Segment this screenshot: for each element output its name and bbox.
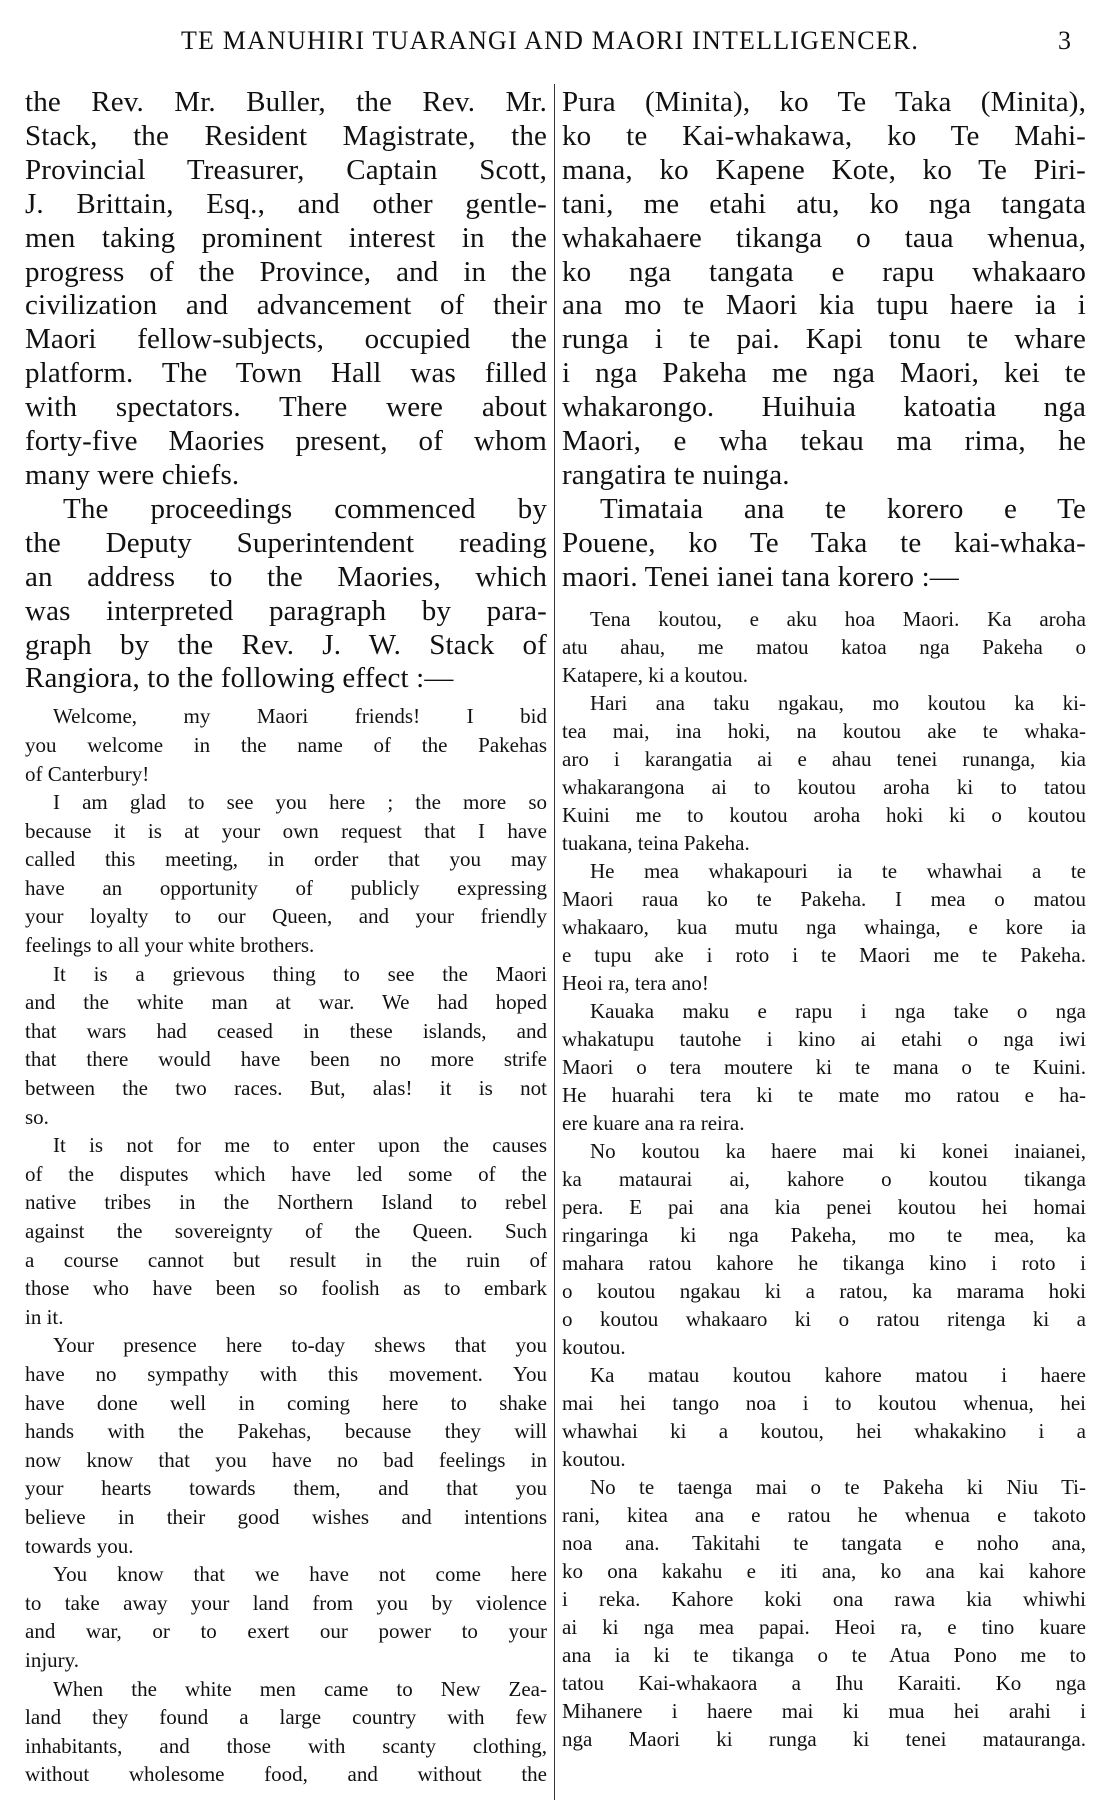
text-line: hands with the Pakehas, because they will (25, 1419, 547, 1444)
text-line: koutou. (562, 1446, 626, 1471)
text-line: against the sovereignty of the Queen. Such (25, 1219, 547, 1243)
maori-column (562, 86, 1086, 1753)
text-line: was interpreted paragraph by para- (25, 594, 547, 627)
text-line: Kauaka maku e rapu i nga take o nga (590, 998, 1086, 1023)
text-line: Tena koutou, e aku hoa Maori. Ka aroha (590, 606, 1086, 631)
text-line: have done well in coming here to shake (25, 1390, 547, 1415)
text-line: Pura (Minita), ko Te Taka (Minita), (562, 86, 1086, 118)
text-line: to take away your land from you by violence (25, 1590, 547, 1615)
text-line: have no sympathy with this movement. You (25, 1361, 547, 1386)
text-line: land they found a large country with few (25, 1705, 547, 1730)
text-line: Stack, the Resident Magistrate, the (25, 119, 547, 152)
text-line: nga Maori ki runga ki tenei matauranga. (562, 1726, 1086, 1751)
text-line: mai hei tango noa i to koutou whenua, hei (562, 1390, 1086, 1415)
text-line: progress of the Province, and in the (25, 255, 547, 288)
text-line: Heoi ra, tera ano! (562, 970, 709, 995)
text-line: No te taenga mai o te Pakeha ki Niu Ti- (590, 1474, 1086, 1499)
text-line: koutou. (562, 1334, 626, 1359)
text-line: that there would have been no more strife (25, 1047, 547, 1072)
text-line: noa ana. Takitahi te tangata e noho ana, (562, 1530, 1086, 1555)
text-line: many were chiefs. (25, 458, 240, 491)
text-line: Kuini me to koutou aroha hoki ki o koutou (562, 802, 1086, 827)
text-line: Ka matau koutou kahore matou i haere (590, 1362, 1086, 1387)
text-line: because it is at your own request that I have (25, 818, 547, 843)
text-line: It is a grievous thing to see the Maori (53, 961, 547, 986)
text-line: I am glad to see you here ; the more so (53, 790, 547, 815)
text-line: the Rev. Mr. Buller, the Rev. Mr. (25, 86, 547, 118)
text-line: that wars had ceased in these islands, and (25, 1018, 547, 1043)
text-line: have an opportunity of publicly expressing (25, 875, 547, 900)
text-line: your loyalty to our Queen, and your friendly (25, 904, 547, 929)
text-line: ai ki nga mea papai. Heoi ra, e tino kuare (562, 1614, 1086, 1639)
text-line: mahara ratou kahore he tikanga kino i roto i (562, 1250, 1086, 1275)
text-line: Maori raua ko te Pakeha. I mea o matou (562, 886, 1086, 911)
text-line: You know that we have not come here (53, 1562, 547, 1587)
text-line: Timataia ana te korero e Te (600, 492, 1086, 525)
text-line: No koutou ka haere mai ki konei inaianei, (590, 1138, 1086, 1163)
text-line: tatou Kai-whakaora a Ihu Karaiti. Ko nga (562, 1670, 1086, 1695)
text-line: whakarongo. Huihuia katoatia nga (562, 391, 1086, 424)
maori-address-text (562, 605, 1086, 1753)
text-line: Provincial Treasurer, Captain Scott, (25, 153, 547, 186)
text-line: Maori, e wha tekau ma rima, he (562, 425, 1086, 458)
text-line: feelings to all your white brothers. (25, 933, 315, 958)
text-line: you welcome in the name of the Pakehas (25, 732, 547, 757)
text-line: believe in their good wishes and intentions (25, 1504, 547, 1529)
text-line: graph by the Rev. J. W. Stack of (25, 628, 547, 661)
text-line: When the white men came to New Zea- (53, 1676, 547, 1701)
text-line: ko ona kakahu e iti ana, ko ana kai kahore (562, 1558, 1086, 1583)
text-line: an address to the Maories, which (25, 560, 547, 593)
text-line: e tupu ake i roto i te Maori me te Pakeha. (562, 942, 1086, 967)
text-line: ringaringa ki nga Pakeha, mo te mea, ka (562, 1222, 1086, 1247)
text-line: Pouene, ko Te Taka te kai-whaka- (562, 526, 1086, 559)
text-line: tuakana, teina Pakeha. (562, 830, 750, 855)
text-line: and war, or to exert our power to your (25, 1619, 547, 1644)
text-line: a course cannot but result in the ruin of (25, 1247, 547, 1272)
text-line: forty-five Maories present, of whom (25, 425, 547, 458)
text-line: The proceedings commenced by (63, 492, 547, 525)
text-line: Katapere, ki a koutou. (562, 662, 749, 687)
text-line: Hari ana taku ngakau, mo koutou ka ki- (590, 690, 1086, 715)
text-line: runga i te pai. Kapi tonu te whare (562, 323, 1086, 356)
text-line: platform. The Town Hall was filled (25, 357, 547, 390)
text-line: and the white man at war. We had hoped (25, 990, 547, 1015)
text-line: Welcome, my Maori friends! I bid (53, 704, 547, 729)
text-line: Maori o tera moutere ki te mana o te Kuini. (562, 1054, 1086, 1079)
text-line: whakarangona ai to koutou aroha ki to tatou (562, 774, 1086, 799)
text-line: of Canterbury! (25, 761, 150, 786)
text-line: called this meeting, in order that you may (25, 847, 547, 872)
text-line: whakaaro, kua mutu nga whainga, e kore ia (562, 914, 1086, 939)
text-line: whawhai ki a koutou, hei whakakino i a (562, 1418, 1086, 1443)
text-line: tani, me etahi atu, ko nga tangata (562, 187, 1086, 220)
english-column (25, 86, 547, 1789)
text-line: injury. (25, 1647, 80, 1672)
text-line: ana mo te Maori kia tupu haere ia i (562, 289, 1086, 322)
text-line: He huarahi tera ki te mate mo ratou e ha- (562, 1082, 1086, 1107)
text-line: ana ia ki te tikanga o te Atua Pono me to (562, 1642, 1086, 1667)
text-line: rangatira te nuinga. (562, 458, 790, 491)
text-line: pera. E pai ana kia penei koutou hei homai (562, 1194, 1086, 1219)
text-line: ko nga tangata e rapu whakaaro (562, 255, 1086, 288)
text-line: He mea whakapouri ia te whawhai a te (590, 858, 1086, 883)
text-line: aro i karangatia ai e ahau tenei runanga, kia (562, 746, 1086, 771)
text-line: atu ahau, me matou katoa nga Pakeha o (562, 634, 1086, 659)
english-address-text (25, 702, 547, 1789)
text-line: towards you. (25, 1533, 134, 1558)
text-line: Maori fellow-subjects, occupied the (25, 323, 547, 356)
text-line: native tribes in the Northern Island to rebel (25, 1190, 547, 1215)
text-line: whakahaere tikanga o taua whenua, (562, 221, 1086, 254)
text-line: tea mai, ina hoki, na koutou ake te whaka- (562, 718, 1086, 743)
text-line: It is not for me to enter upon the causes (53, 1133, 547, 1158)
page-header: TE MANUHIRI TUARANGI AND MAORI INTELLIGENCER. (180, 26, 920, 55)
column-divider (554, 84, 555, 1800)
text-line: whakatupu tautohe i kino ai etahi o nga iwi (562, 1026, 1086, 1051)
text-line: in it. (25, 1304, 64, 1329)
text-line: of the disputes which have led some of the (25, 1161, 547, 1186)
text-line: now know that you have no bad feelings in (25, 1447, 547, 1472)
text-line: maori. Tenei ianei tana korero :— (562, 560, 959, 593)
text-line: those who have been so foolish as to embark (25, 1276, 547, 1301)
text-line: without wholesome food, and without the (25, 1762, 547, 1787)
text-line: o koutou whakaaro ki o ratou ritenga ki a (562, 1306, 1086, 1331)
text-line: the Deputy Superintendent reading (25, 526, 547, 559)
text-line: with spectators. There were about (25, 391, 547, 424)
text-line: civilization and advancement of their (25, 289, 547, 322)
text-line: your hearts towards them, and that you (25, 1476, 547, 1501)
text-line: J. Brittain, Esq., and other gentle- (25, 187, 547, 220)
text-line: Rangiora, to the following effect :— (25, 662, 454, 695)
page-number: 3 (1058, 26, 1071, 55)
text-line: rani, kitea ana e ratou he whenua e takoto (562, 1502, 1086, 1527)
maori-report-text (562, 86, 1086, 595)
text-line: ere kuare ana ra reira. (562, 1110, 745, 1135)
text-line: i nga Pakeha me nga Maori, kei te (562, 357, 1086, 390)
text-line: men taking prominent interest in the (25, 221, 547, 254)
text-line: ko te Kai-whakawa, ko Te Mahi- (562, 119, 1086, 152)
text-line: ka mataurai ai, kahore o koutou tikanga (562, 1166, 1086, 1191)
text-line: between the two races. But, alas! it is not (25, 1076, 547, 1101)
text-line: so. (25, 1104, 49, 1129)
text-line: i reka. Kahore koki ona rawa kia whiwhi (562, 1586, 1086, 1611)
text-line: Mihanere i haere mai ki mua hei arahi i (562, 1698, 1086, 1723)
text-line: o koutou ngakau ki a ratou, ka marama hoki (562, 1278, 1086, 1303)
text-line: inhabitants, and those with scanty clothing, (25, 1733, 547, 1758)
text-line: mana, ko Kapene Kote, ko Te Piri- (562, 153, 1086, 186)
english-report-text (25, 86, 547, 696)
text-line: Your presence here to-day shews that you (53, 1333, 547, 1358)
